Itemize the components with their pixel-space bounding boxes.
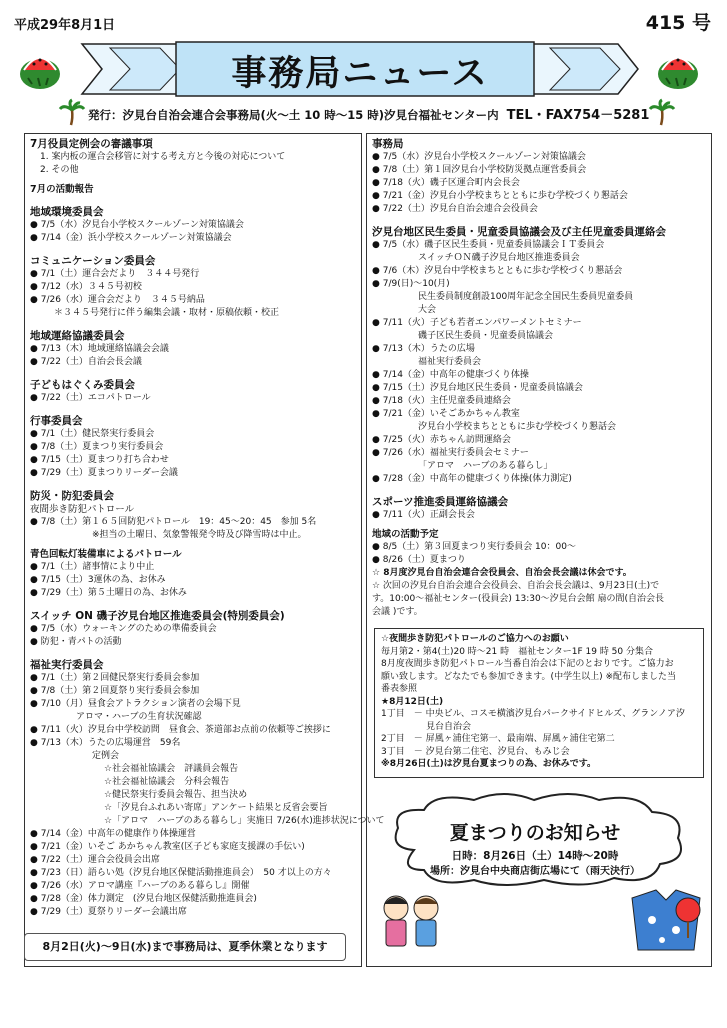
list-item: ● 7/10（月）昼食会アトラクション演者の会場下見 xyxy=(30,699,241,709)
tel-fax: TEL・FAX754－5281 xyxy=(506,108,650,123)
list-item: ● 7/22（土）自治会長会議 xyxy=(30,357,142,367)
list-item: ☆「アロマ ハーブのある暮らし」実施日 7/26(水)進捗状況について xyxy=(104,816,385,826)
section-heading: 地域環境委員会 xyxy=(30,206,104,218)
list-item: ● 7/5（水）ウォーキングのための準備委員会 xyxy=(30,624,217,634)
list-item: ● 7/6（木）汐見台中学校まちとともに歩む学校づくり懇話会 xyxy=(372,266,623,276)
list-item: ※担当の土曜日、気象警報発令時及び降雪時は中止。 xyxy=(92,530,307,540)
list-item: ● 7/15（土）3運休の為、お休み xyxy=(30,575,166,585)
list-item: ● 7/8（土）第１６５回防犯パトロール 19：45～20：45 参加 5名 xyxy=(30,517,317,527)
list-item: ● 7/8（土）第２回夏祭り実行委員会参加 xyxy=(30,686,200,696)
notice-heading: ★8月12日(土) xyxy=(381,696,444,707)
list-item: スイッチＯＮ磯子汐見台地区推進委員会 xyxy=(418,253,580,263)
list-item: ● 7/21（金）いそご あかちゃん教室(区子ども家庭支援課の手伝い) xyxy=(30,842,305,852)
list-item: ● 7/1（土）健民祭実行委員会 xyxy=(30,429,155,439)
list-item: ● 7/28（金）中高年の健康づくり体操(体力測定) xyxy=(372,474,572,484)
section-heading: 防災・防犯委員会 xyxy=(30,490,114,502)
list-item: ● 7/13（木）うたの広場 xyxy=(372,344,475,354)
list-item: ● 7/22（土）エコパトロール xyxy=(30,393,151,403)
list-item: ● 7/5（水）磯子区民生委員・児童委員協議会ＩＴ委員会 xyxy=(372,240,605,250)
left-column xyxy=(30,138,385,919)
list-item: 汐見台小学校まちとともに歩む学校づくり懇話会 xyxy=(418,422,617,432)
section-heading: 地域運絡協議委員会 xyxy=(30,330,125,342)
section-heading: 事務局 xyxy=(372,138,404,150)
section-heading: 行事委員会 xyxy=(30,415,83,427)
list-item: ＊３４５号発行に伴う編集会議・取材・原稿依頼・校正 xyxy=(54,308,280,318)
list-item: ● 7/9(日)～10(月) xyxy=(372,279,450,289)
palm-tree-icon xyxy=(60,100,84,126)
list-item: ☆社会福祉協議会 分科会報告 xyxy=(104,777,230,787)
list-item: ● 7/26（水）福祉実行委員会セミナー xyxy=(372,448,529,458)
list-item: ● 7/5（水）汐見台小学校スクールゾーン対策協議会 xyxy=(30,220,244,230)
right-column xyxy=(372,138,706,619)
notice-text: 番表参照 xyxy=(381,684,418,694)
list-item: 福祉実行委員会 xyxy=(418,357,482,367)
list-item: ● 7/14（金）浜小学校スクールゾーン対策協議会 xyxy=(30,233,232,243)
list-item: ● 7/8（土）第１回汐見台小学校防災拠点運営委員会 xyxy=(372,165,587,175)
list-item: ● 7/1（土）運合会だより ３４４号発行 xyxy=(30,269,200,279)
notice-heading: ※8月26日(土)は汐見台夏まつりの為、お休みです。 xyxy=(381,759,597,769)
list-item: ● 7/1（土）諸事情により中止 xyxy=(30,562,155,572)
notice-heading: ☆夜間歩き防犯パトロールのご協力へのお願い xyxy=(381,634,569,644)
list-item: ● 7/26（水）アロマ講座『ハーブのある暮らし』開催 xyxy=(30,881,250,891)
subsection-heading: 7月の活動報告 xyxy=(30,184,94,195)
list-item: 2. その他 xyxy=(40,165,79,175)
subsection-heading: 地域の活動予定 xyxy=(372,529,439,540)
list-item: アロマ・ハーブの生育状況確認 xyxy=(76,712,202,722)
list-item: 定例会 xyxy=(92,751,120,761)
list-item: ● 7/28（金）体力測定 (汐見台地区保健活動推進員会) xyxy=(30,894,257,904)
notice-text: 見台自治会 xyxy=(381,721,472,732)
section-heading: 7月役員定例会の審議事項 xyxy=(30,138,153,150)
watermelon-icon xyxy=(656,48,700,92)
yukata-fan-illustration xyxy=(626,880,706,956)
list-item: 磯子区民生委員・児童委員協議会 xyxy=(418,331,554,341)
list-item: ● 7/26（水）運合会だより ３４５号納品 xyxy=(30,295,205,305)
list-item: 夜間歩き防犯パトロール xyxy=(30,504,135,515)
list-item: ● 7/11（火）子ども若者エンパワーメントセミナー xyxy=(372,318,582,328)
list-item: ● 7/1（土）第２回健民祭実行委員会参加 xyxy=(30,673,200,683)
list-item: す。10:00～福祉センター(役員会) 13:30～汐見台会館 扇の間(自治会長 xyxy=(372,594,665,604)
list-item: ● 7/23（日）語らい処（汐見台地区保健活動推進員会） 50 才以上の方々 xyxy=(30,868,332,878)
list-item: ● 7/11（火）汐見台中学校訪問 昼食会、茶道部お点前の依頼等ご挨拶に xyxy=(30,725,331,735)
list-item: ☆ 次回の汐見台自治会連合会役員会、自治会長会議は、9月23日(土)で xyxy=(372,581,660,591)
list-item: ● 7/15（土）汐見台地区民生委員・児童委員協議会 xyxy=(372,383,583,393)
list-item: 民生委員制度創設100周年記念全国民生委員児童委員 xyxy=(418,292,634,302)
page-title: 事務局ニュース xyxy=(231,53,489,94)
notice-text: 願い致します。どなたでも参加できます。(中学生以上) ※配布しました当 xyxy=(381,671,676,682)
section-heading: コミュニケーション委員会 xyxy=(30,255,156,267)
notice-text: 2丁目 － 屏風ヶ浦住宅第一、最南端、屏風ヶ浦住宅第二 xyxy=(381,734,615,744)
patrol-notice-box xyxy=(374,628,704,778)
publisher-line xyxy=(88,104,649,123)
watermelon-icon xyxy=(18,48,62,92)
list-item: ☆健民祭実行委員会報告、担当決め xyxy=(104,790,248,800)
list-item: ● 7/12（水）３４５号初校 xyxy=(30,282,142,292)
list-item: ● 7/14（金）中高年の健康作り体操運営 xyxy=(30,829,196,839)
list-item: ☆ 8月度汐見台自治会連合会役員会、自治会長会議は休会です。 xyxy=(372,568,632,578)
list-item: ● 7/29（土）夏祭りリーダー会議出席 xyxy=(30,907,187,917)
list-item: ● 7/25（火）赤ちゃん訪問運絡会 xyxy=(372,435,511,445)
list-item: ● 7/8（土）夏まつり実行委員会 xyxy=(30,442,164,452)
section-heading: 子どもはぐくみ委員会 xyxy=(30,379,135,391)
office-holiday-note: 8月2日(火)～9日(水)まで事務局は、夏季休業となります xyxy=(24,933,346,961)
notice-text: 1丁目 － 中央ビル、コスモ横濱汐見台パークサイドヒルズ、グランノア汐 xyxy=(381,709,685,719)
list-item: ● 7/21（金）汐見台小学校まちとともに歩む学校づくり懇話会 xyxy=(372,191,628,201)
section-heading: 福祉実行委員会 xyxy=(30,659,104,671)
list-item: 大会 xyxy=(418,305,437,315)
list-item: ● 7/22（土）運合会役員会出席 xyxy=(30,855,160,865)
list-item: 1. 案内板の運合会移管に対する考え方と今後の対応について xyxy=(40,152,286,162)
list-item: ☆「汐見台ふれあい寄席」アンケート結果と反省会要旨 xyxy=(104,803,328,813)
list-item: 会議 )です。 xyxy=(372,607,423,617)
section-heading: スイッチ ON 磯子汐見台地区推進委員会(特別委員会) xyxy=(30,610,285,622)
summer-festival-place: 場所：汐見台中央商店街広場にて（雨天決行） xyxy=(430,866,640,877)
list-item: ● 7/14（金）中高年の健康づくり体操 xyxy=(372,370,529,380)
list-item: ● 7/5（水）汐見台小学校スクールゾーン対策協議会 xyxy=(372,152,586,162)
list-item: ● 7/11（火）正副会長会 xyxy=(372,510,475,520)
publisher-text: 発行：汐見台自治会連合会事務局(火～土 10 時～15 時)汐見台福祉センター内 xyxy=(88,108,499,122)
list-item: ● 7/13（木）地域運絡協議会会議 xyxy=(30,344,169,354)
list-item: ● 7/22（土）汐見台自治会連合会役員会 xyxy=(372,204,538,214)
issue-number: 415 号 xyxy=(645,12,711,34)
list-item: ● 8/26（土）夏まつり xyxy=(372,555,466,565)
list-item: ● 8/5（土）第３回夏まつり実行委員会 10：00～ xyxy=(372,542,576,552)
list-item: ● 7/18（火）主任児童委員連絡会 xyxy=(372,396,511,406)
summer-festival-datetime: 日時：8月26日（土）14時～20時 xyxy=(451,850,619,862)
list-item: ● 7/21（金）いそごあかちゃん教室 xyxy=(372,409,520,419)
summer-festival-title: 夏まつりのお知らせ xyxy=(449,822,621,844)
issue-date: 平成29年8月1日 xyxy=(14,18,116,33)
palm-tree-icon xyxy=(650,100,674,126)
section-heading: 汐見台地区民生委員・児童委員協議会及び主任児童委員運絡会 xyxy=(372,226,666,238)
notice-text: 3丁目 － 汐見台第二住宅、汐見台、もみじ会 xyxy=(381,746,570,757)
list-item: ● 7/18（火）磯子区運合町内会長会 xyxy=(372,178,520,188)
list-item: ● 7/29（土）第５土曜日の為、お休み xyxy=(30,588,187,598)
list-item: ● 7/15（土）夏まつり打ち合わせ xyxy=(30,455,169,465)
children-illustration xyxy=(376,890,446,952)
subsection-heading: 青色回転灯装備車によるパトロール xyxy=(30,549,182,560)
list-item: ● 防犯・青パトの活動 xyxy=(30,637,122,647)
notice-text: 8月度夜間歩き防犯パトロール当番自治会は下記のとおりです。ご協力お xyxy=(381,659,674,669)
notice-text: 毎月第2・第4(土)20 時～21 時 福祉センター1F 19 時 50 分集合 xyxy=(381,646,653,657)
list-item: ☆社会福祉協議会 評議員会報告 xyxy=(104,764,239,774)
list-item: ● 7/29（土）夏まつりリーダー会議 xyxy=(30,468,178,478)
list-item: ● 7/13（木）うたの広場運営 59名 xyxy=(30,738,181,748)
section-heading: スポーツ推進委員運絡協議会 xyxy=(372,496,509,508)
list-item: 「アロマ ハーブのある暮らし」 xyxy=(418,461,553,471)
